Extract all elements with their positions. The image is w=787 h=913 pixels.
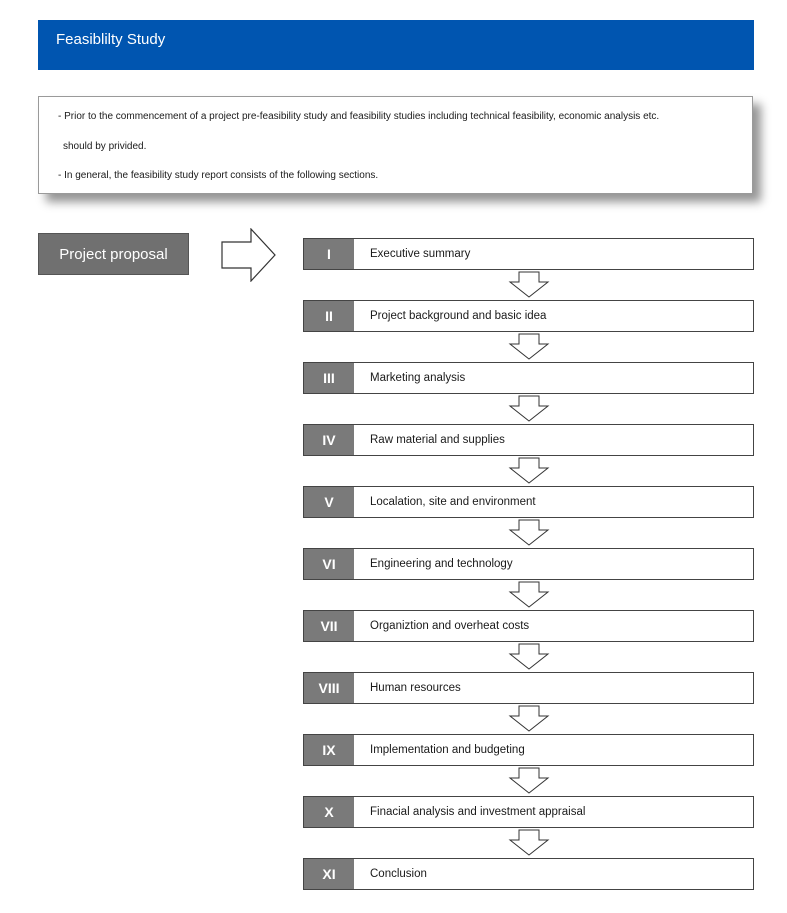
section-box (303, 610, 754, 642)
down-arrow-icon (508, 829, 550, 857)
down-arrow-icon (508, 767, 550, 795)
section-numeral: IX (304, 735, 354, 765)
section-box (303, 238, 754, 270)
section-box (303, 300, 754, 332)
section-numeral: I (304, 239, 354, 269)
note-line-3: - In general, the feasibility study report consists of the following sections. (58, 170, 379, 181)
right-arrow-icon (221, 228, 277, 282)
section-numeral: VI (304, 549, 354, 579)
section-numeral: IV (304, 425, 354, 455)
intro-note-box (38, 96, 753, 194)
page-title: Feasiblilty Study (56, 31, 166, 48)
project-proposal-label: Project proposal (59, 245, 168, 263)
down-arrow-icon (508, 395, 550, 423)
section-label: Implementation and budgeting (370, 744, 525, 756)
section-label: Organiztion and overheat costs (370, 620, 530, 632)
down-arrow-icon (508, 271, 550, 299)
section-box (303, 548, 754, 580)
section-numeral: VIII (304, 673, 354, 703)
note-line-2: should by privided. (63, 141, 147, 152)
section-box (303, 486, 754, 518)
down-arrow-icon (508, 457, 550, 485)
section-box (303, 362, 754, 394)
down-arrow-icon (508, 643, 550, 671)
section-label: Engineering and technology (370, 558, 513, 570)
down-arrow-icon (508, 705, 550, 733)
section-label: Executive summary (370, 248, 471, 260)
section-label: Marketing analysis (370, 372, 466, 384)
section-numeral: X (304, 797, 354, 827)
note-line-1: - Prior to the commencement of a project pre-feasibility study and feasibility studies including technical feasibility, economic analysis etc. (58, 111, 660, 122)
section-label: Project background and basic idea (370, 310, 547, 322)
section-box (303, 858, 754, 890)
down-arrow-icon (508, 333, 550, 361)
section-label: Raw material and supplies (370, 434, 505, 446)
page-title-bar (38, 20, 754, 70)
section-box (303, 734, 754, 766)
section-numeral: V (304, 487, 354, 517)
section-numeral: VII (304, 611, 354, 641)
section-box (303, 796, 754, 828)
section-box (303, 672, 754, 704)
down-arrow-icon (508, 581, 550, 609)
project-proposal-box (38, 233, 189, 275)
section-label: Finacial analysis and investment appraisal (370, 806, 586, 818)
section-label: Human resources (370, 682, 461, 694)
section-box (303, 424, 754, 456)
section-numeral: II (304, 301, 354, 331)
section-numeral: III (304, 363, 354, 393)
section-label: Conclusion (370, 868, 427, 880)
section-label: Localation, site and environment (370, 496, 536, 508)
down-arrow-icon (508, 519, 550, 547)
section-numeral: XI (304, 859, 354, 889)
